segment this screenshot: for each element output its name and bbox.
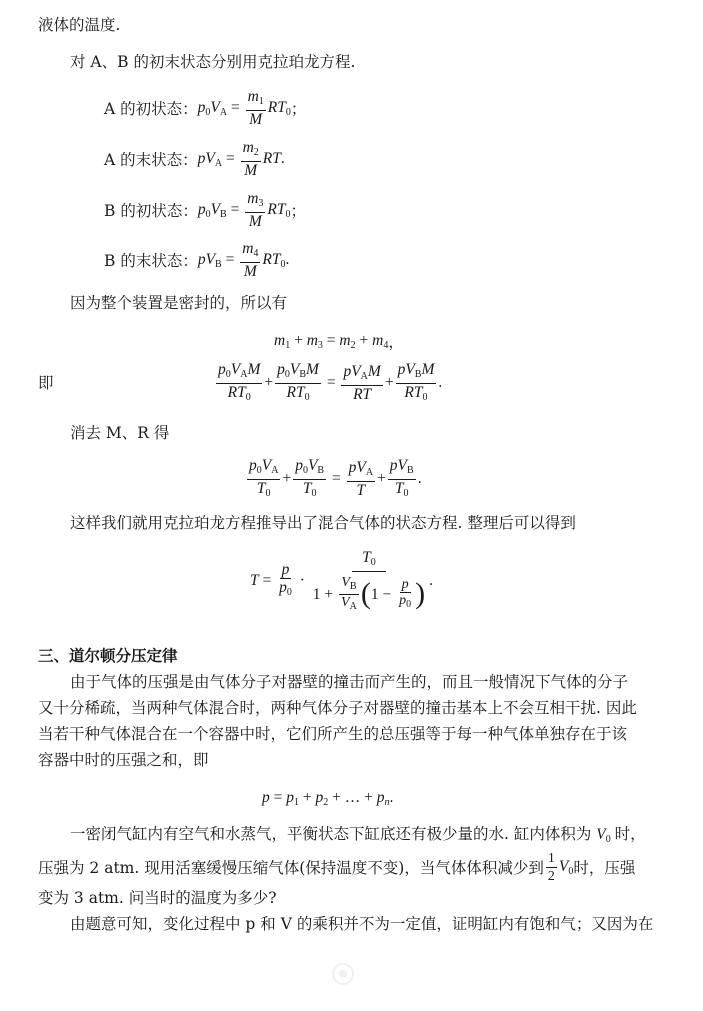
- equation-combined: $\frac{p_0V_AM}{RT_0}$ + $\frac{p_0V_BM}{RT_0}$ = $\frac{pV_AM}{RT}$ + $\frac{pV_BM}{RT_0}$ .: [218, 360, 443, 403]
- text-line: 因为整个装置是密封的，所以有: [70, 294, 288, 312]
- text-line: 由于气体的压强是由气体分子对器壁的撞击而产生的，而且一般情况下气体的分子: [70, 673, 629, 691]
- equation-temperature: T = $\frac{p}{p_0}$ · $T_0$ 1 + $\frac{V_B}{V_A}$ ( 1 − $\frac{p}{p_0}$ ) .: [250, 548, 433, 612]
- equation-label: A 的初状态：: [104, 100, 198, 118]
- equation-b-initial: B 的初状态： $p_0V_B$ = $\frac{m_3}{M}$ $RT_0$ ；: [104, 190, 307, 230]
- equation-b-final: B 的末状态： $pV_B$ = $\frac{m_4}{M}$ $RT_0$ .: [104, 240, 290, 280]
- equation-dalton: p = $p_1$ + $p_2$ + … + $p_n$ .: [262, 788, 394, 808]
- text-line: 又十分稀疏，当两种气体混合时，两种气体分子对器壁的撞击基本上不会互相干扰. 因此: [38, 699, 637, 717]
- text-line: 即: [38, 374, 54, 392]
- equation-label: B 的初状态：: [104, 202, 198, 220]
- equation-mass-sum: $m_1$ + $m_3$ = $m_2$ + $m_4$ ，: [274, 331, 404, 351]
- text-line: 容器中时的压强之和，即: [38, 751, 209, 769]
- text-line: 这样我们就用克拉珀龙方程推导出了混合气体的状态方程. 整理后可以得到: [70, 514, 576, 532]
- equation-label: A 的末状态：: [104, 151, 198, 169]
- equation-a-initial: A 的初状态： $p_0V_A$ = $\frac{m_1}{M}$ $RT_0$ ；: [104, 88, 307, 128]
- text-segment: 时，: [614, 825, 646, 843]
- text-line: 一密闭气缸内有空气和水蒸气，平衡状态下缸底还有极少量的水. 缸内体积为 $V_0$ 时，: [70, 825, 646, 845]
- text-line: 对 A、B 的初末状态分别用克拉珀龙方程.: [70, 53, 356, 71]
- text-segment: 时，压强: [573, 859, 636, 877]
- section-heading: 三、道尔顿分压定律: [38, 647, 178, 665]
- equation-state: $\frac{p_0V_A}{T_0}$ + $\frac{p_0V_B}{T_0}$ = $\frac{pV_A}{T}$ + $\frac{pV_B}{T_0}$ .: [249, 456, 422, 499]
- text-line: 消去 M、R 得: [70, 424, 170, 442]
- text-line: 液体的温度.: [38, 16, 121, 34]
- logo-watermark-icon: [331, 962, 355, 986]
- text-line: 压强为 2 atm. 现用活塞缓慢压缩气体(保持温度不变)，当气体体积减少到 $\frac{1}{2}$ $V_0$ 时，压强: [38, 850, 636, 884]
- text-segment: 压强为 2 atm. 现用活塞缓慢压缩气体(保持温度不变)，当气体体积减少到: [38, 859, 544, 877]
- equation-label: B 的末状态：: [104, 252, 198, 270]
- text-line: 变为 3 atm. 问当时的温度为多少?: [38, 889, 277, 907]
- text-segment: 一密闭气缸内有空气和水蒸气，平衡状态下缸底还有极少量的水. 缸内体积为: [70, 825, 592, 843]
- text-line: 当若干种气体混合在一个容器中时，它们所产生的总压强等于每一种气体单独存在于该: [38, 725, 628, 743]
- equation-a-final: A 的末状态： $pV_A$ = $\frac{m_2}{M}$ RT .: [104, 139, 285, 179]
- text-line: 由题意可知，变化过程中 p 和 V 的乘积并不为一定值，证明缸内有饱和气；又因为在: [70, 915, 654, 933]
